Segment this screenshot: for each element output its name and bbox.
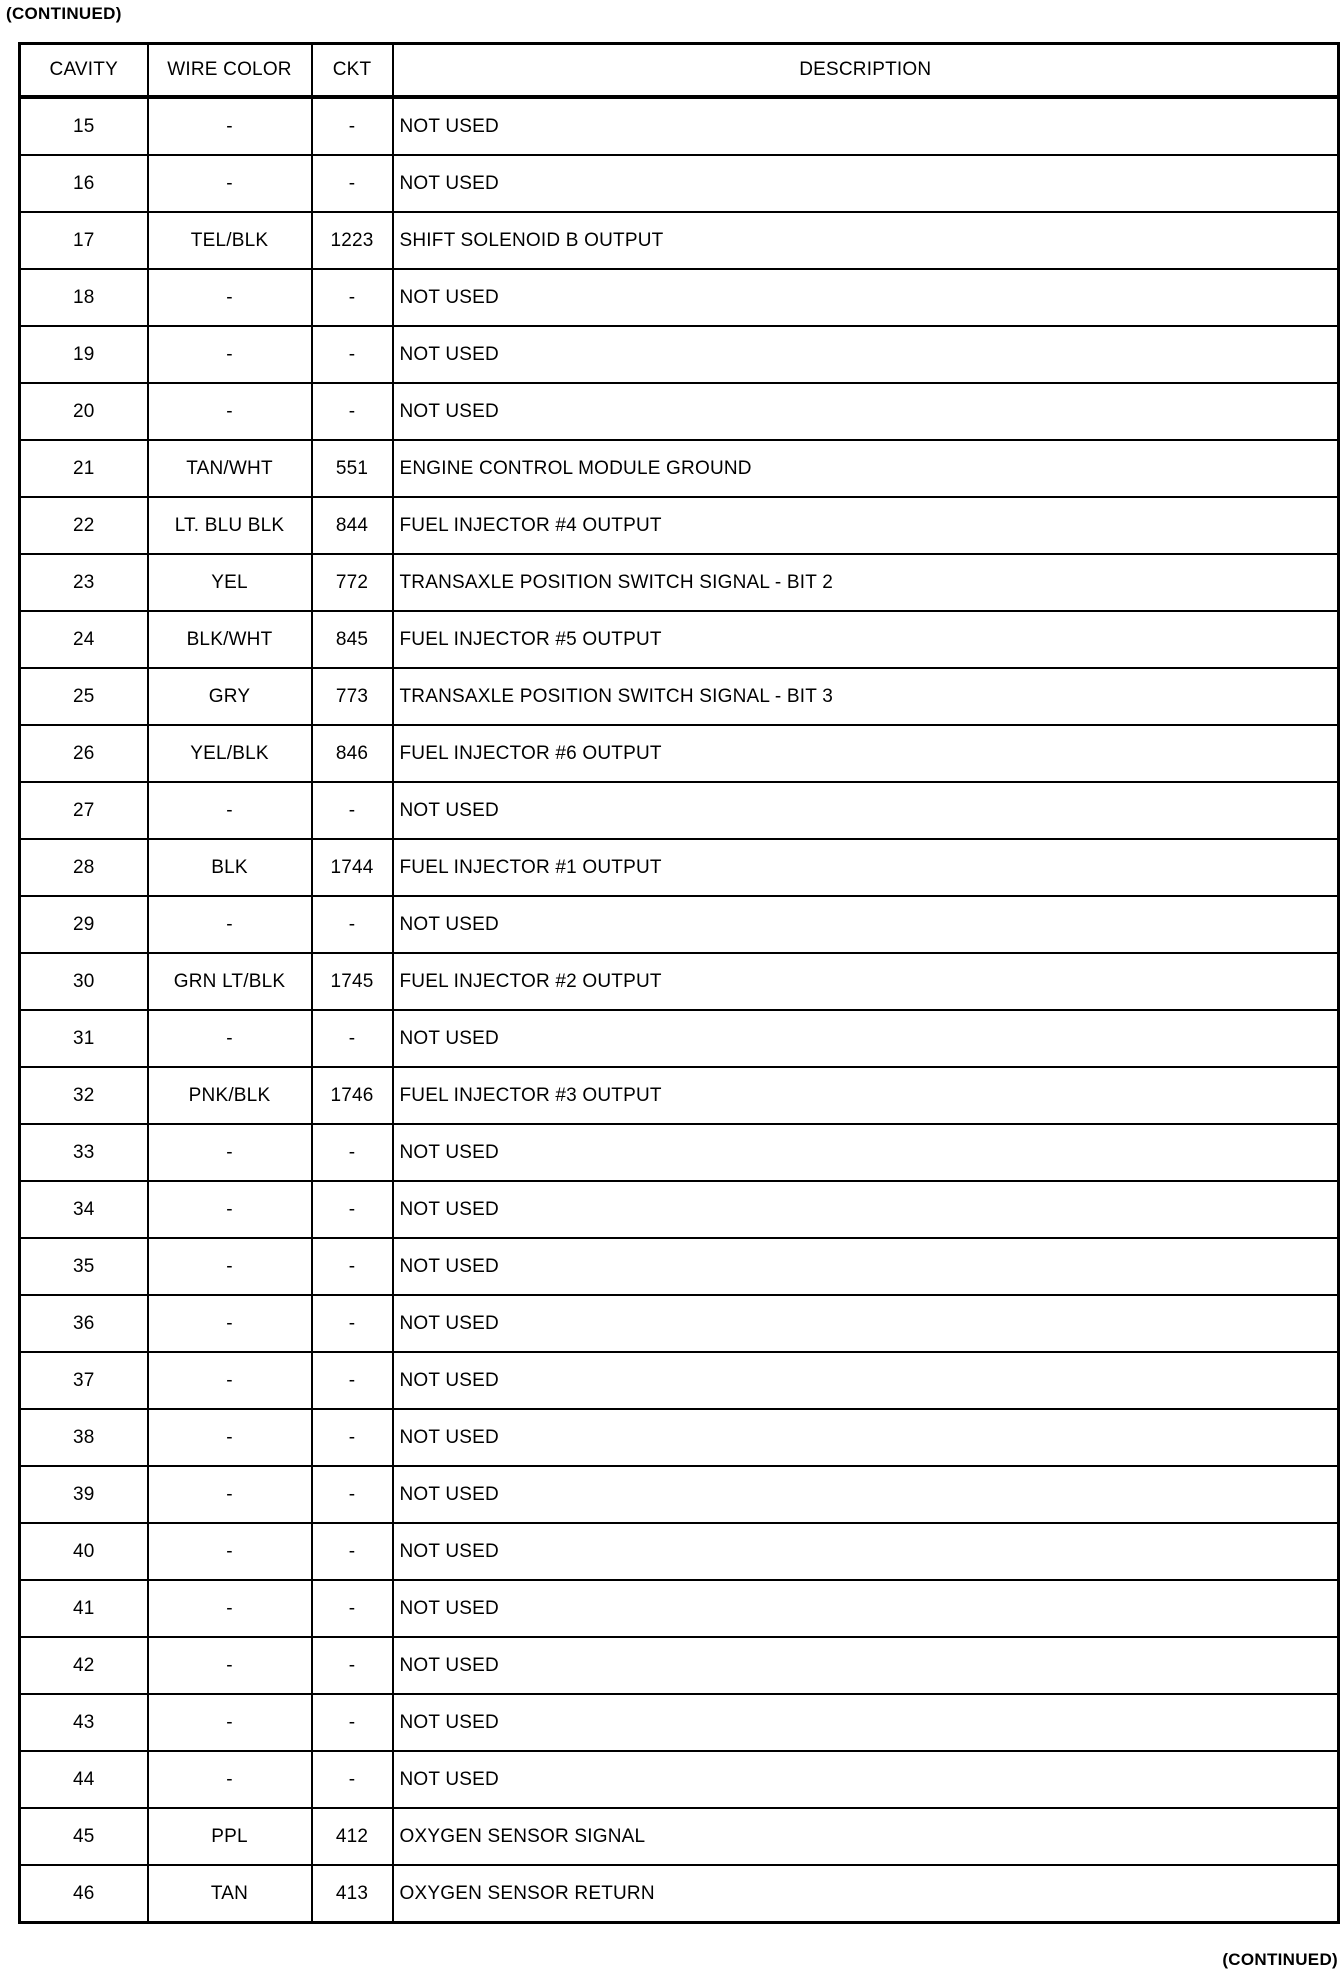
cell-cavity: 22 bbox=[20, 497, 148, 554]
cell-ckt: - bbox=[312, 1295, 393, 1352]
cell-wire-color: - bbox=[148, 269, 312, 326]
cell-description: NOT USED bbox=[393, 97, 1339, 155]
table-row bbox=[20, 1865, 1339, 1923]
cell-description: NOT USED bbox=[393, 1466, 1339, 1523]
cell-ckt: - bbox=[312, 782, 393, 839]
cell-wire-color: GRY bbox=[148, 668, 312, 725]
cell-cavity: 46 bbox=[20, 1865, 148, 1923]
cell-cavity: 36 bbox=[20, 1295, 148, 1352]
cell-ckt: - bbox=[312, 1751, 393, 1808]
cell-wire-color: BLK/WHT bbox=[148, 611, 312, 668]
cell-cavity: 24 bbox=[20, 611, 148, 668]
cell-description: NOT USED bbox=[393, 1295, 1339, 1352]
header-description: DESCRIPTION bbox=[393, 44, 1339, 98]
table-header bbox=[20, 44, 1339, 98]
cell-wire-color: - bbox=[148, 1295, 312, 1352]
cell-cavity: 40 bbox=[20, 1523, 148, 1580]
cell-wire-color: PNK/BLK bbox=[148, 1067, 312, 1124]
cell-wire-color: - bbox=[148, 1523, 312, 1580]
cell-cavity: 43 bbox=[20, 1694, 148, 1751]
cell-description: NOT USED bbox=[393, 1637, 1339, 1694]
cell-ckt: - bbox=[312, 896, 393, 953]
cell-description: SHIFT SOLENOID B OUTPUT bbox=[393, 212, 1339, 269]
cell-wire-color: - bbox=[148, 1181, 312, 1238]
cell-wire-color: - bbox=[148, 1637, 312, 1694]
table-row bbox=[20, 611, 1339, 668]
cell-description: NOT USED bbox=[393, 1238, 1339, 1295]
table-row bbox=[20, 1637, 1339, 1694]
cell-ckt: 412 bbox=[312, 1808, 393, 1865]
cell-ckt: - bbox=[312, 1466, 393, 1523]
header-cavity: CAVITY bbox=[20, 44, 148, 98]
cell-wire-color: YEL/BLK bbox=[148, 725, 312, 782]
cell-cavity: 29 bbox=[20, 896, 148, 953]
cell-wire-color: TEL/BLK bbox=[148, 212, 312, 269]
table-row bbox=[20, 269, 1339, 326]
table-row bbox=[20, 1067, 1339, 1124]
cell-ckt: 551 bbox=[312, 440, 393, 497]
table-row bbox=[20, 1295, 1339, 1352]
cell-cavity: 39 bbox=[20, 1466, 148, 1523]
cell-description: OXYGEN SENSOR SIGNAL bbox=[393, 1808, 1339, 1865]
cell-ckt: 1745 bbox=[312, 953, 393, 1010]
cell-ckt: - bbox=[312, 383, 393, 440]
cell-wire-color: - bbox=[148, 326, 312, 383]
connector-pinout-table bbox=[18, 42, 1340, 1924]
table-row bbox=[20, 383, 1339, 440]
cell-description: NOT USED bbox=[393, 1694, 1339, 1751]
table-row bbox=[20, 725, 1339, 782]
table-row bbox=[20, 839, 1339, 896]
cell-description: FUEL INJECTOR #1 OUTPUT bbox=[393, 839, 1339, 896]
cell-cavity: 42 bbox=[20, 1637, 148, 1694]
cell-wire-color: GRN LT/BLK bbox=[148, 953, 312, 1010]
cell-ckt: - bbox=[312, 97, 393, 155]
cell-cavity: 23 bbox=[20, 554, 148, 611]
cell-wire-color: - bbox=[148, 1751, 312, 1808]
table-body bbox=[20, 97, 1339, 1923]
header-ckt: CKT bbox=[312, 44, 393, 98]
table-row bbox=[20, 554, 1339, 611]
cell-wire-color: YEL bbox=[148, 554, 312, 611]
table-row bbox=[20, 1580, 1339, 1637]
cell-ckt: - bbox=[312, 155, 393, 212]
cell-ckt: 844 bbox=[312, 497, 393, 554]
cell-description: FUEL INJECTOR #6 OUTPUT bbox=[393, 725, 1339, 782]
cell-cavity: 25 bbox=[20, 668, 148, 725]
cell-description: NOT USED bbox=[393, 155, 1339, 212]
cell-description: OXYGEN SENSOR RETURN bbox=[393, 1865, 1339, 1923]
cell-cavity: 31 bbox=[20, 1010, 148, 1067]
cell-cavity: 20 bbox=[20, 383, 148, 440]
cell-ckt: - bbox=[312, 1181, 393, 1238]
table-row bbox=[20, 668, 1339, 725]
cell-wire-color: - bbox=[148, 383, 312, 440]
cell-cavity: 18 bbox=[20, 269, 148, 326]
cell-description: NOT USED bbox=[393, 383, 1339, 440]
table-row bbox=[20, 782, 1339, 839]
cell-description: NOT USED bbox=[393, 1409, 1339, 1466]
cell-ckt: - bbox=[312, 1124, 393, 1181]
cell-description: NOT USED bbox=[393, 1580, 1339, 1637]
table-row bbox=[20, 896, 1339, 953]
continued-footer: (CONTINUED) bbox=[1222, 1950, 1338, 1969]
table-row bbox=[20, 326, 1339, 383]
cell-wire-color: - bbox=[148, 1580, 312, 1637]
cell-wire-color: - bbox=[148, 1466, 312, 1523]
table-row bbox=[20, 1694, 1339, 1751]
cell-ckt: 413 bbox=[312, 1865, 393, 1923]
table-row bbox=[20, 497, 1339, 554]
cell-wire-color: BLK bbox=[148, 839, 312, 896]
table-row bbox=[20, 1352, 1339, 1409]
cell-description: ENGINE CONTROL MODULE GROUND bbox=[393, 440, 1339, 497]
cell-description: FUEL INJECTOR #5 OUTPUT bbox=[393, 611, 1339, 668]
cell-description: NOT USED bbox=[393, 1751, 1339, 1808]
cell-cavity: 44 bbox=[20, 1751, 148, 1808]
continued-header: (CONTINUED) bbox=[6, 4, 122, 23]
cell-wire-color: - bbox=[148, 1010, 312, 1067]
cell-ckt: - bbox=[312, 1409, 393, 1466]
cell-description: NOT USED bbox=[393, 269, 1339, 326]
cell-ckt: 845 bbox=[312, 611, 393, 668]
cell-ckt: - bbox=[312, 1580, 393, 1637]
cell-description: TRANSAXLE POSITION SWITCH SIGNAL - BIT 3 bbox=[393, 668, 1339, 725]
cell-wire-color: TAN/WHT bbox=[148, 440, 312, 497]
cell-wire-color: - bbox=[148, 1694, 312, 1751]
cell-wire-color: - bbox=[148, 782, 312, 839]
cell-cavity: 30 bbox=[20, 953, 148, 1010]
cell-wire-color: PPL bbox=[148, 1808, 312, 1865]
table-row bbox=[20, 1523, 1339, 1580]
cell-cavity: 21 bbox=[20, 440, 148, 497]
cell-ckt: - bbox=[312, 1238, 393, 1295]
cell-wire-color: - bbox=[148, 1352, 312, 1409]
cell-cavity: 16 bbox=[20, 155, 148, 212]
cell-ckt: - bbox=[312, 326, 393, 383]
table-row bbox=[20, 1010, 1339, 1067]
cell-ckt: 1223 bbox=[312, 212, 393, 269]
cell-description: FUEL INJECTOR #2 OUTPUT bbox=[393, 953, 1339, 1010]
cell-wire-color: - bbox=[148, 1124, 312, 1181]
cell-ckt: - bbox=[312, 1637, 393, 1694]
cell-cavity: 27 bbox=[20, 782, 148, 839]
cell-cavity: 37 bbox=[20, 1352, 148, 1409]
cell-cavity: 26 bbox=[20, 725, 148, 782]
cell-cavity: 15 bbox=[20, 97, 148, 155]
table-row bbox=[20, 1409, 1339, 1466]
cell-ckt: - bbox=[312, 1352, 393, 1409]
cell-ckt: 1746 bbox=[312, 1067, 393, 1124]
table-row bbox=[20, 97, 1339, 155]
cell-description: NOT USED bbox=[393, 1523, 1339, 1580]
cell-description: NOT USED bbox=[393, 1010, 1339, 1067]
cell-description: NOT USED bbox=[393, 326, 1339, 383]
table-row bbox=[20, 953, 1339, 1010]
table-row bbox=[20, 1124, 1339, 1181]
cell-wire-color: - bbox=[148, 155, 312, 212]
cell-description: TRANSAXLE POSITION SWITCH SIGNAL - BIT 2 bbox=[393, 554, 1339, 611]
table-row bbox=[20, 212, 1339, 269]
cell-cavity: 17 bbox=[20, 212, 148, 269]
table-row bbox=[20, 1238, 1339, 1295]
cell-cavity: 19 bbox=[20, 326, 148, 383]
cell-cavity: 33 bbox=[20, 1124, 148, 1181]
cell-ckt: 1744 bbox=[312, 839, 393, 896]
cell-description: NOT USED bbox=[393, 1124, 1339, 1181]
table-row bbox=[20, 155, 1339, 212]
cell-wire-color: - bbox=[148, 1409, 312, 1466]
cell-ckt: - bbox=[312, 1010, 393, 1067]
cell-wire-color: - bbox=[148, 97, 312, 155]
cell-description: NOT USED bbox=[393, 782, 1339, 839]
cell-description: NOT USED bbox=[393, 1352, 1339, 1409]
table-row bbox=[20, 1181, 1339, 1238]
cell-ckt: - bbox=[312, 1523, 393, 1580]
cell-wire-color: LT. BLU BLK bbox=[148, 497, 312, 554]
table-row bbox=[20, 1466, 1339, 1523]
table-row bbox=[20, 440, 1339, 497]
cell-cavity: 32 bbox=[20, 1067, 148, 1124]
cell-description: NOT USED bbox=[393, 1181, 1339, 1238]
cell-ckt: - bbox=[312, 1694, 393, 1751]
cell-ckt: 772 bbox=[312, 554, 393, 611]
table-row bbox=[20, 1751, 1339, 1808]
header-wire-color: WIRE COLOR bbox=[148, 44, 312, 98]
table-row bbox=[20, 1808, 1339, 1865]
cell-cavity: 41 bbox=[20, 1580, 148, 1637]
cell-wire-color: TAN bbox=[148, 1865, 312, 1923]
cell-cavity: 34 bbox=[20, 1181, 148, 1238]
header-row bbox=[20, 44, 1339, 98]
cell-description: FUEL INJECTOR #4 OUTPUT bbox=[393, 497, 1339, 554]
cell-cavity: 35 bbox=[20, 1238, 148, 1295]
cell-description: FUEL INJECTOR #3 OUTPUT bbox=[393, 1067, 1339, 1124]
cell-ckt: - bbox=[312, 269, 393, 326]
cell-ckt: 846 bbox=[312, 725, 393, 782]
cell-description: NOT USED bbox=[393, 896, 1339, 953]
cell-wire-color: - bbox=[148, 896, 312, 953]
cell-cavity: 38 bbox=[20, 1409, 148, 1466]
cell-cavity: 45 bbox=[20, 1808, 148, 1865]
cell-cavity: 28 bbox=[20, 839, 148, 896]
cell-ckt: 773 bbox=[312, 668, 393, 725]
cell-wire-color: - bbox=[148, 1238, 312, 1295]
